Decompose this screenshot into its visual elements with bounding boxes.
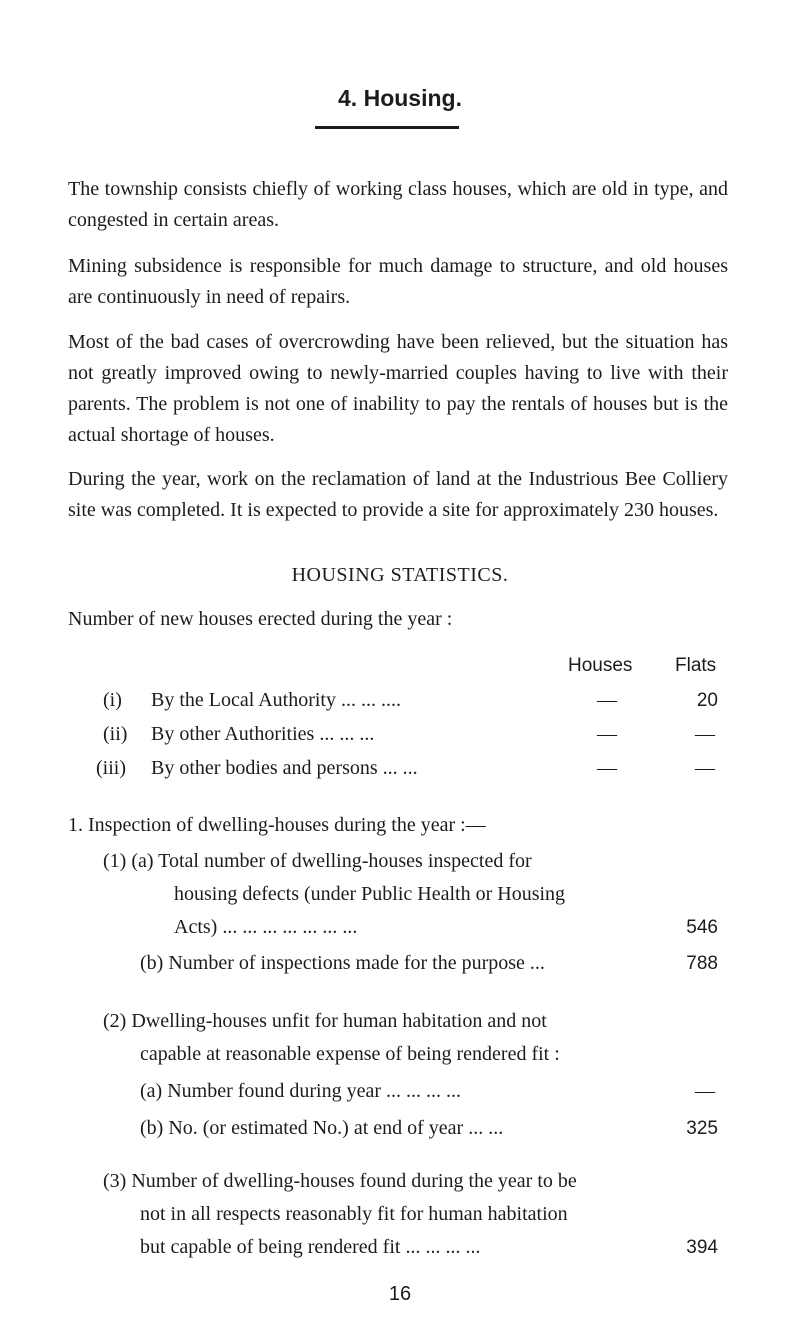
inspection-1a-line2: housing defects (under Public Health or Housing bbox=[174, 883, 566, 905]
row-houses: — bbox=[597, 757, 617, 779]
page-number: 16 bbox=[388, 1283, 412, 1305]
row-flats: — bbox=[695, 757, 715, 779]
paragraph-township: The township consists chiefly of working class houses, which are old in type, and congested in certain areas. bbox=[68, 178, 728, 231]
inspection-title: 1. Inspection of dwelling-houses during the year :— bbox=[68, 814, 486, 836]
paragraph-reclamation: During the year, work on the reclamation of land at the Industrious Bee Colliery site was completed. It is expected to provide a site for approximately 230 houses. bbox=[68, 468, 728, 521]
inspection-1a-value: 546 bbox=[686, 917, 718, 938]
inspection-3-line1: (3) Number of dwelling-houses found during the year to be bbox=[103, 1170, 577, 1192]
inspection-1a-line1: (1) (a) Total number of dwelling-houses inspected for bbox=[103, 850, 532, 872]
inspection-2a-label: (a) Number found during year ... ... ... ... bbox=[140, 1080, 462, 1102]
row-number: (iii) bbox=[96, 757, 126, 779]
inspection-1b-value: 788 bbox=[686, 953, 718, 974]
paragraph-overcrowding: Most of the bad cases of overcrowding have been relieved, but the situation has not greatly improved owing to newly-married couples having to live with their parents. The problem is not one of inability to pay the rentals of houses but is the actual shortage of houses. bbox=[68, 331, 728, 446]
inspection-2-line1: (2) Dwelling-houses unfit for human habitation and not bbox=[103, 1010, 547, 1032]
row-houses: — bbox=[597, 723, 617, 745]
stats-intro: Number of new houses erected during the year : bbox=[68, 608, 453, 630]
row-houses: — bbox=[597, 689, 617, 711]
inspection-2b-value: 325 bbox=[686, 1118, 718, 1139]
row-label: By other bodies and persons ... ... bbox=[151, 757, 418, 779]
row-flats: 20 bbox=[696, 690, 718, 711]
row-flats: — bbox=[695, 723, 715, 745]
heading-underline bbox=[315, 126, 459, 129]
inspection-2b-label: (b) No. (or estimated No.) at end of year ... ... bbox=[140, 1117, 504, 1139]
col-houses: Houses bbox=[568, 655, 633, 676]
inspection-3-line3: but capable of being rendered fit ... ... ... ... bbox=[140, 1236, 481, 1258]
paragraph-subsidence: Mining subsidence is responsible for much damage to structure, and old houses are continuously in need of repairs. bbox=[68, 255, 728, 308]
col-flats: Flats bbox=[675, 655, 717, 676]
inspection-1b-label: (b) Number of inspections made for the purpose ... bbox=[140, 952, 545, 974]
inspection-3-value: 394 bbox=[686, 1237, 718, 1258]
inspection-1a-line3: Acts) ... ... ... ... ... ... ... bbox=[174, 916, 358, 938]
row-number: (ii) bbox=[103, 723, 128, 745]
row-label: By the Local Authority ... ... .... bbox=[151, 689, 401, 711]
inspection-2a-value: — bbox=[695, 1080, 715, 1102]
row-number: (i) bbox=[103, 689, 122, 711]
inspection-2-line2: capable at reasonable expense of being rendered fit : bbox=[140, 1043, 560, 1065]
inspection-3-line2: not in all respects reasonably fit for human habitation bbox=[140, 1203, 568, 1225]
section-heading: 4. Housing. bbox=[338, 85, 462, 111]
stats-title: HOUSING STATISTICS. bbox=[291, 564, 509, 586]
row-label: By other Authorities ... ... ... bbox=[151, 723, 375, 745]
